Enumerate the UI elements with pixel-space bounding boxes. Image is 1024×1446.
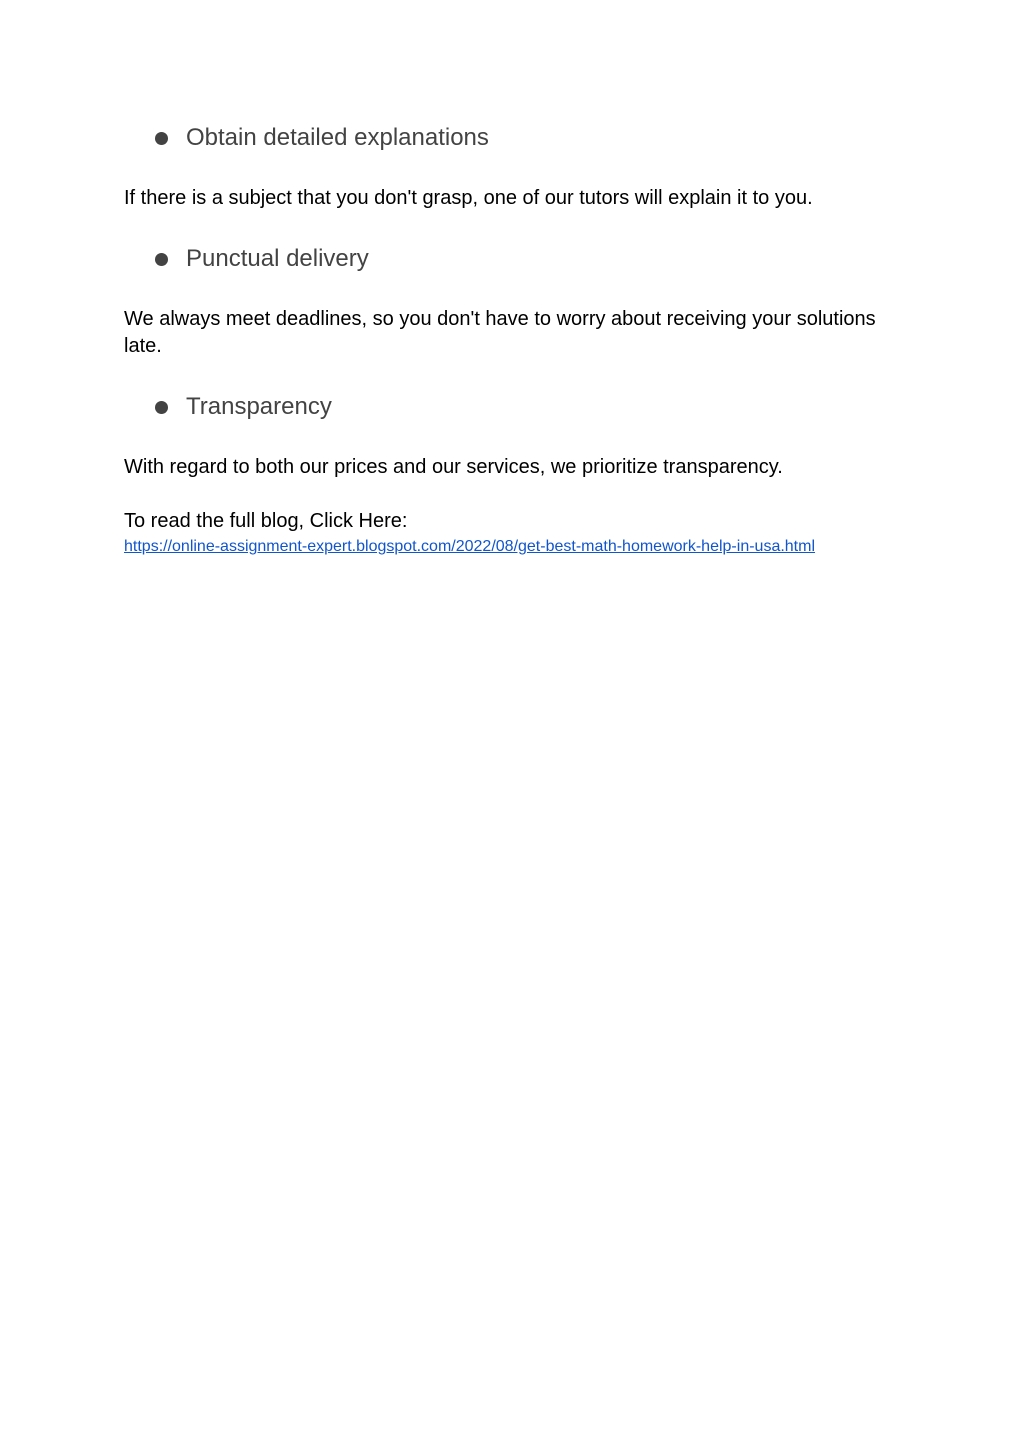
bullet-icon <box>155 132 168 145</box>
list-heading-delivery <box>124 239 914 279</box>
document-content <box>124 118 914 559</box>
bullet-icon <box>155 253 168 266</box>
read-full-blog-text: To read the full blog, Click Here: <box>124 510 408 532</box>
paragraph-delivery: We always meet deadlines, so you don't have to worry about receiving your solutions late. <box>124 308 876 357</box>
list-heading-explanations <box>124 118 914 158</box>
bullet-icon <box>155 401 168 414</box>
heading-text: Punctual delivery <box>186 245 369 272</box>
heading-text: Transparency <box>186 393 332 420</box>
list-heading-transparency <box>124 387 914 427</box>
paragraph-transparency: With regard to both our prices and our services, we prioritize transparency. <box>124 456 783 478</box>
heading-text: Obtain detailed explanations <box>186 124 489 151</box>
paragraph-explanations: If there is a subject that you don't grasp, one of our tutors will explain it to you. <box>124 187 813 209</box>
blog-link[interactable]: https://online-assignment-expert.blogspot.com/2022/08/get-best-math-homework-help-in-usa.html <box>124 538 816 555</box>
